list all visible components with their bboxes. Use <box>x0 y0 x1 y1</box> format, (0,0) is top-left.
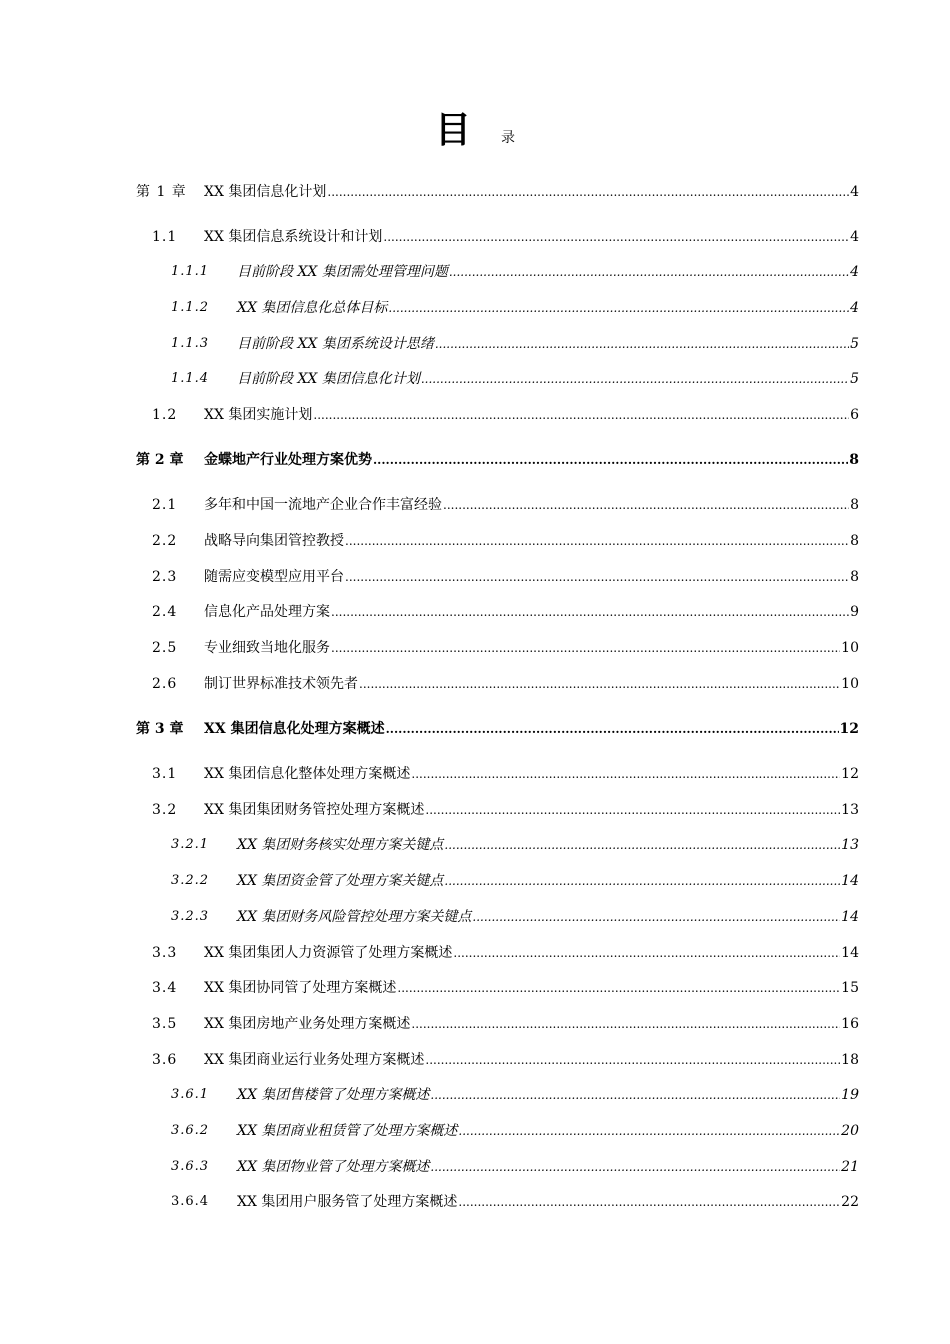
toc-entry-body <box>237 296 859 320</box>
toc-entry-title: XX 集团财务风险管控处理方案关键点 <box>237 909 472 925</box>
toc-entry-body <box>237 332 859 356</box>
toc-entry-leader <box>331 600 849 624</box>
toc-entry[interactable] <box>0 905 950 929</box>
toc-entry-title: 专业细致当地化服务 <box>204 640 330 656</box>
toc-entry[interactable] <box>0 798 950 822</box>
toc-entry-body <box>204 448 859 472</box>
toc-entry-leader <box>383 225 849 249</box>
toc-entry[interactable] <box>0 717 950 741</box>
toc-entry-page-number: 16 <box>841 1016 859 1032</box>
toc-entry-body <box>237 833 859 857</box>
toc-entry-title: 随需应变模型应用平台 <box>204 569 344 585</box>
toc-entry-title: XX 集团信息化整体处理方案概述 <box>204 766 411 782</box>
toc-entry-leader <box>443 493 849 517</box>
toc-entry-page-number: 14 <box>841 945 859 961</box>
toc-entry-title: XX 集团协同管了处理方案概述 <box>204 980 397 996</box>
toc-entry-leader <box>458 1119 840 1143</box>
toc-entry-leader <box>327 180 849 204</box>
toc-entry-body <box>237 1190 859 1214</box>
toc-entry-title: XX 集团实施计划 <box>204 407 313 423</box>
toc-entry-page-number: 10 <box>841 640 859 656</box>
toc-entry-title: XX 集团用户服务管了处理方案概述 <box>237 1194 458 1210</box>
toc-entry-leader <box>388 296 849 320</box>
toc-entry-leader <box>386 717 839 741</box>
toc-entry-leader <box>397 976 840 1000</box>
toc-entry[interactable] <box>0 565 950 589</box>
toc-entry-leader <box>359 672 840 696</box>
toc-entry-page-number: 18 <box>841 1052 859 1068</box>
toc-entry-page-number: 21 <box>841 1159 859 1175</box>
toc-entry[interactable] <box>0 448 950 472</box>
toc-entry-number: 1.1.3 <box>171 336 210 351</box>
toc-entry-title: XX 集团售楼管了处理方案概述 <box>237 1087 430 1103</box>
toc-entry-number: 3.5 <box>152 1016 178 1032</box>
toc-entry-title: XX 集团商业租赁管了处理方案概述 <box>237 1123 458 1139</box>
toc-entry-body <box>204 1012 859 1036</box>
toc-entry[interactable] <box>0 225 950 249</box>
toc-entry-title: 目前阶段 XX 集团信息化计划 <box>237 371 420 387</box>
toc-entry[interactable] <box>0 1083 950 1107</box>
toc-entry-number: 3.2.1 <box>171 837 210 852</box>
toc-entry-number: 2.3 <box>152 569 178 585</box>
toc-entry-leader <box>313 403 849 427</box>
toc-entry[interactable] <box>0 833 950 857</box>
toc-entry[interactable] <box>0 1155 950 1179</box>
toc-entry-page-number: 19 <box>841 1087 859 1103</box>
toc-entry-number: 3.4 <box>152 980 178 996</box>
toc-entry[interactable] <box>0 600 950 624</box>
toc-title-second: 录 <box>501 130 515 146</box>
toc-entry-leader <box>472 905 840 929</box>
toc-entry-title: XX 集团资金管了处理方案关键点 <box>237 873 444 889</box>
toc-entry-title: 目前阶段 XX 集团需处理管理问题 <box>237 264 448 280</box>
toc-entry[interactable] <box>0 941 950 965</box>
toc-entry-page-number: 12 <box>839 721 859 737</box>
toc-entry-body <box>204 180 859 204</box>
toc-entry-leader <box>373 448 848 472</box>
toc-entry-number: 2.4 <box>152 604 178 620</box>
toc-entry-page-number: 5 <box>850 371 859 387</box>
toc-entry-body <box>204 493 859 517</box>
toc-entry-body <box>204 762 859 786</box>
toc-entry[interactable] <box>0 636 950 660</box>
toc-entry-page-number: 5 <box>850 336 859 352</box>
toc-entry-number: 1.1.2 <box>171 300 210 315</box>
toc-entry-number: 3.6 <box>152 1052 178 1068</box>
toc-entry-body <box>204 798 859 822</box>
toc-entry-page-number: 13 <box>841 837 859 853</box>
toc-entry[interactable] <box>0 1012 950 1036</box>
toc-entry-page-number: 15 <box>841 980 859 996</box>
toc-entry-number: 3.6.4 <box>171 1194 210 1209</box>
toc-entry-body <box>204 976 859 1000</box>
toc-entry-leader <box>453 941 840 965</box>
toc-entry-number: 2.5 <box>152 640 178 656</box>
toc-entry[interactable] <box>0 367 950 391</box>
toc-entry-body <box>204 672 859 696</box>
toc-entry-leader <box>444 833 840 857</box>
toc-entry-title: XX 集团信息化总体目标 <box>237 300 388 316</box>
toc-entry-title: XX 集团集团财务管控处理方案概述 <box>204 802 425 818</box>
toc-entry-title: 金蝶地产行业处理方案优势 <box>204 452 372 468</box>
toc-entry-title: XX 集团集团人力资源管了处理方案概述 <box>204 945 453 961</box>
toc-title-main: 目 <box>434 109 471 151</box>
toc-entry-page-number: 22 <box>841 1194 859 1210</box>
toc-entry-number: 3.2.3 <box>171 909 210 924</box>
toc-entry-leader <box>425 798 840 822</box>
toc-entry-number: 3.6.1 <box>171 1087 210 1102</box>
toc-entry-page-number: 9 <box>850 604 859 620</box>
toc-entry[interactable] <box>0 332 950 356</box>
toc-entry-title: XX 集团物业管了处理方案概述 <box>237 1159 430 1175</box>
toc-entry-number: 2.6 <box>152 676 178 692</box>
toc-entry-number: 1.1.4 <box>171 371 210 386</box>
toc-entry-body <box>237 1083 859 1107</box>
toc-entry-leader <box>345 565 849 589</box>
toc-entry-page-number: 8 <box>849 452 859 468</box>
toc-entry-leader <box>458 1190 840 1214</box>
toc-entry[interactable] <box>0 672 950 696</box>
toc-entry-body <box>204 636 859 660</box>
toc-entry-page-number: 10 <box>841 676 859 692</box>
toc-entry-body <box>237 905 859 929</box>
toc-entry-number: 第 3 章 <box>136 721 184 737</box>
toc-entry-leader <box>331 636 840 660</box>
toc-entry-title: XX 集团信息化处理方案概述 <box>204 721 385 737</box>
toc-entry[interactable] <box>0 976 950 1000</box>
toc-entry[interactable] <box>0 1190 950 1214</box>
toc-entry-body <box>204 225 859 249</box>
toc-entry-leader <box>421 367 849 391</box>
toc-entry[interactable] <box>0 403 950 427</box>
toc-entry-page-number: 4 <box>850 184 859 200</box>
toc-entry-page-number: 13 <box>841 802 859 818</box>
toc-entry-number: 3.2.2 <box>171 873 210 888</box>
toc-entry-title: 信息化产品处理方案 <box>204 604 330 620</box>
toc-entry-leader <box>430 1083 840 1107</box>
toc-entry-title: XX 集团信息化计划 <box>204 184 327 200</box>
toc-entry-page-number: 8 <box>850 533 859 549</box>
toc-entry[interactable] <box>0 869 950 893</box>
toc-entry-body <box>237 367 859 391</box>
toc-entry-title: 多年和中国一流地产企业合作丰富经验 <box>204 497 442 513</box>
toc-entry-page-number: 6 <box>850 407 859 423</box>
toc-entry-leader <box>444 869 840 893</box>
toc-entry-number: 3.6.3 <box>171 1159 210 1174</box>
toc-entry-body <box>204 1048 859 1072</box>
toc-entry-number: 3.3 <box>152 945 178 961</box>
toc-entry-number: 第 1 章 <box>136 184 187 200</box>
toc-entry-page-number: 4 <box>850 229 859 245</box>
toc-entry-number: 3.2 <box>152 802 178 818</box>
toc-entry-number: 1.2 <box>152 407 178 423</box>
toc-entry[interactable] <box>0 260 950 284</box>
toc-entry-title: 制订世界标准技术领先者 <box>204 676 358 692</box>
toc-entry-body <box>237 260 859 284</box>
toc-entry-leader <box>430 1155 840 1179</box>
toc-entry-page-number: 8 <box>850 569 859 585</box>
toc-entry[interactable] <box>0 762 950 786</box>
toc-entry-leader <box>435 332 849 356</box>
toc-entry-body <box>204 529 859 553</box>
toc-entry-body <box>237 1119 859 1143</box>
toc-entry-page-number: 12 <box>841 766 859 782</box>
toc-entry-page-number: 8 <box>850 497 859 513</box>
toc-entry-leader <box>425 1048 840 1072</box>
toc-entry-page-number: 4 <box>850 300 859 316</box>
toc-entry-page-number: 20 <box>841 1123 859 1139</box>
toc-entry-body <box>204 941 859 965</box>
toc-entry-title: XX 集团房地产业务处理方案概述 <box>204 1016 411 1032</box>
toc-entry-body <box>204 403 859 427</box>
toc-entry-number: 3.6.2 <box>171 1123 210 1138</box>
toc-entry-body <box>237 1155 859 1179</box>
toc-entry-page-number: 4 <box>850 264 859 280</box>
toc-entry-page-number: 14 <box>841 909 859 925</box>
toc-entry[interactable] <box>0 180 950 204</box>
toc-entry[interactable] <box>0 296 950 320</box>
toc-entry-number: 3.1 <box>152 766 178 782</box>
toc-entry[interactable] <box>0 1119 950 1143</box>
toc-entry-number: 1.1 <box>152 229 178 245</box>
toc-entry[interactable] <box>0 529 950 553</box>
toc-entry-title: XX 集团信息系统设计和计划 <box>204 229 383 245</box>
toc-entry-leader <box>345 529 849 553</box>
toc-entry[interactable] <box>0 1048 950 1072</box>
toc-entry[interactable] <box>0 493 950 517</box>
toc-entry-page-number: 14 <box>841 873 859 889</box>
toc-entry-body <box>204 565 859 589</box>
toc-entry-title: XX 集团商业运行业务处理方案概述 <box>204 1052 425 1068</box>
toc-entry-body <box>237 869 859 893</box>
toc-entry-title: 战略导向集团管控教授 <box>204 533 344 549</box>
toc-entry-number: 2.2 <box>152 533 178 549</box>
toc-entry-number: 2.1 <box>152 497 178 513</box>
toc-entry-body <box>204 717 859 741</box>
toc-entry-number: 第 2 章 <box>136 452 184 468</box>
toc-entry-title: XX 集团财务核实处理方案关键点 <box>237 837 444 853</box>
toc-entry-leader <box>411 762 840 786</box>
toc-entry-leader <box>411 1012 840 1036</box>
toc-entry-number: 1.1.1 <box>171 264 210 279</box>
toc-entry-leader <box>449 260 849 284</box>
toc-entry-body <box>204 600 859 624</box>
toc-entry-title: 目前阶段 XX 集团系统设计思绪 <box>237 336 434 352</box>
